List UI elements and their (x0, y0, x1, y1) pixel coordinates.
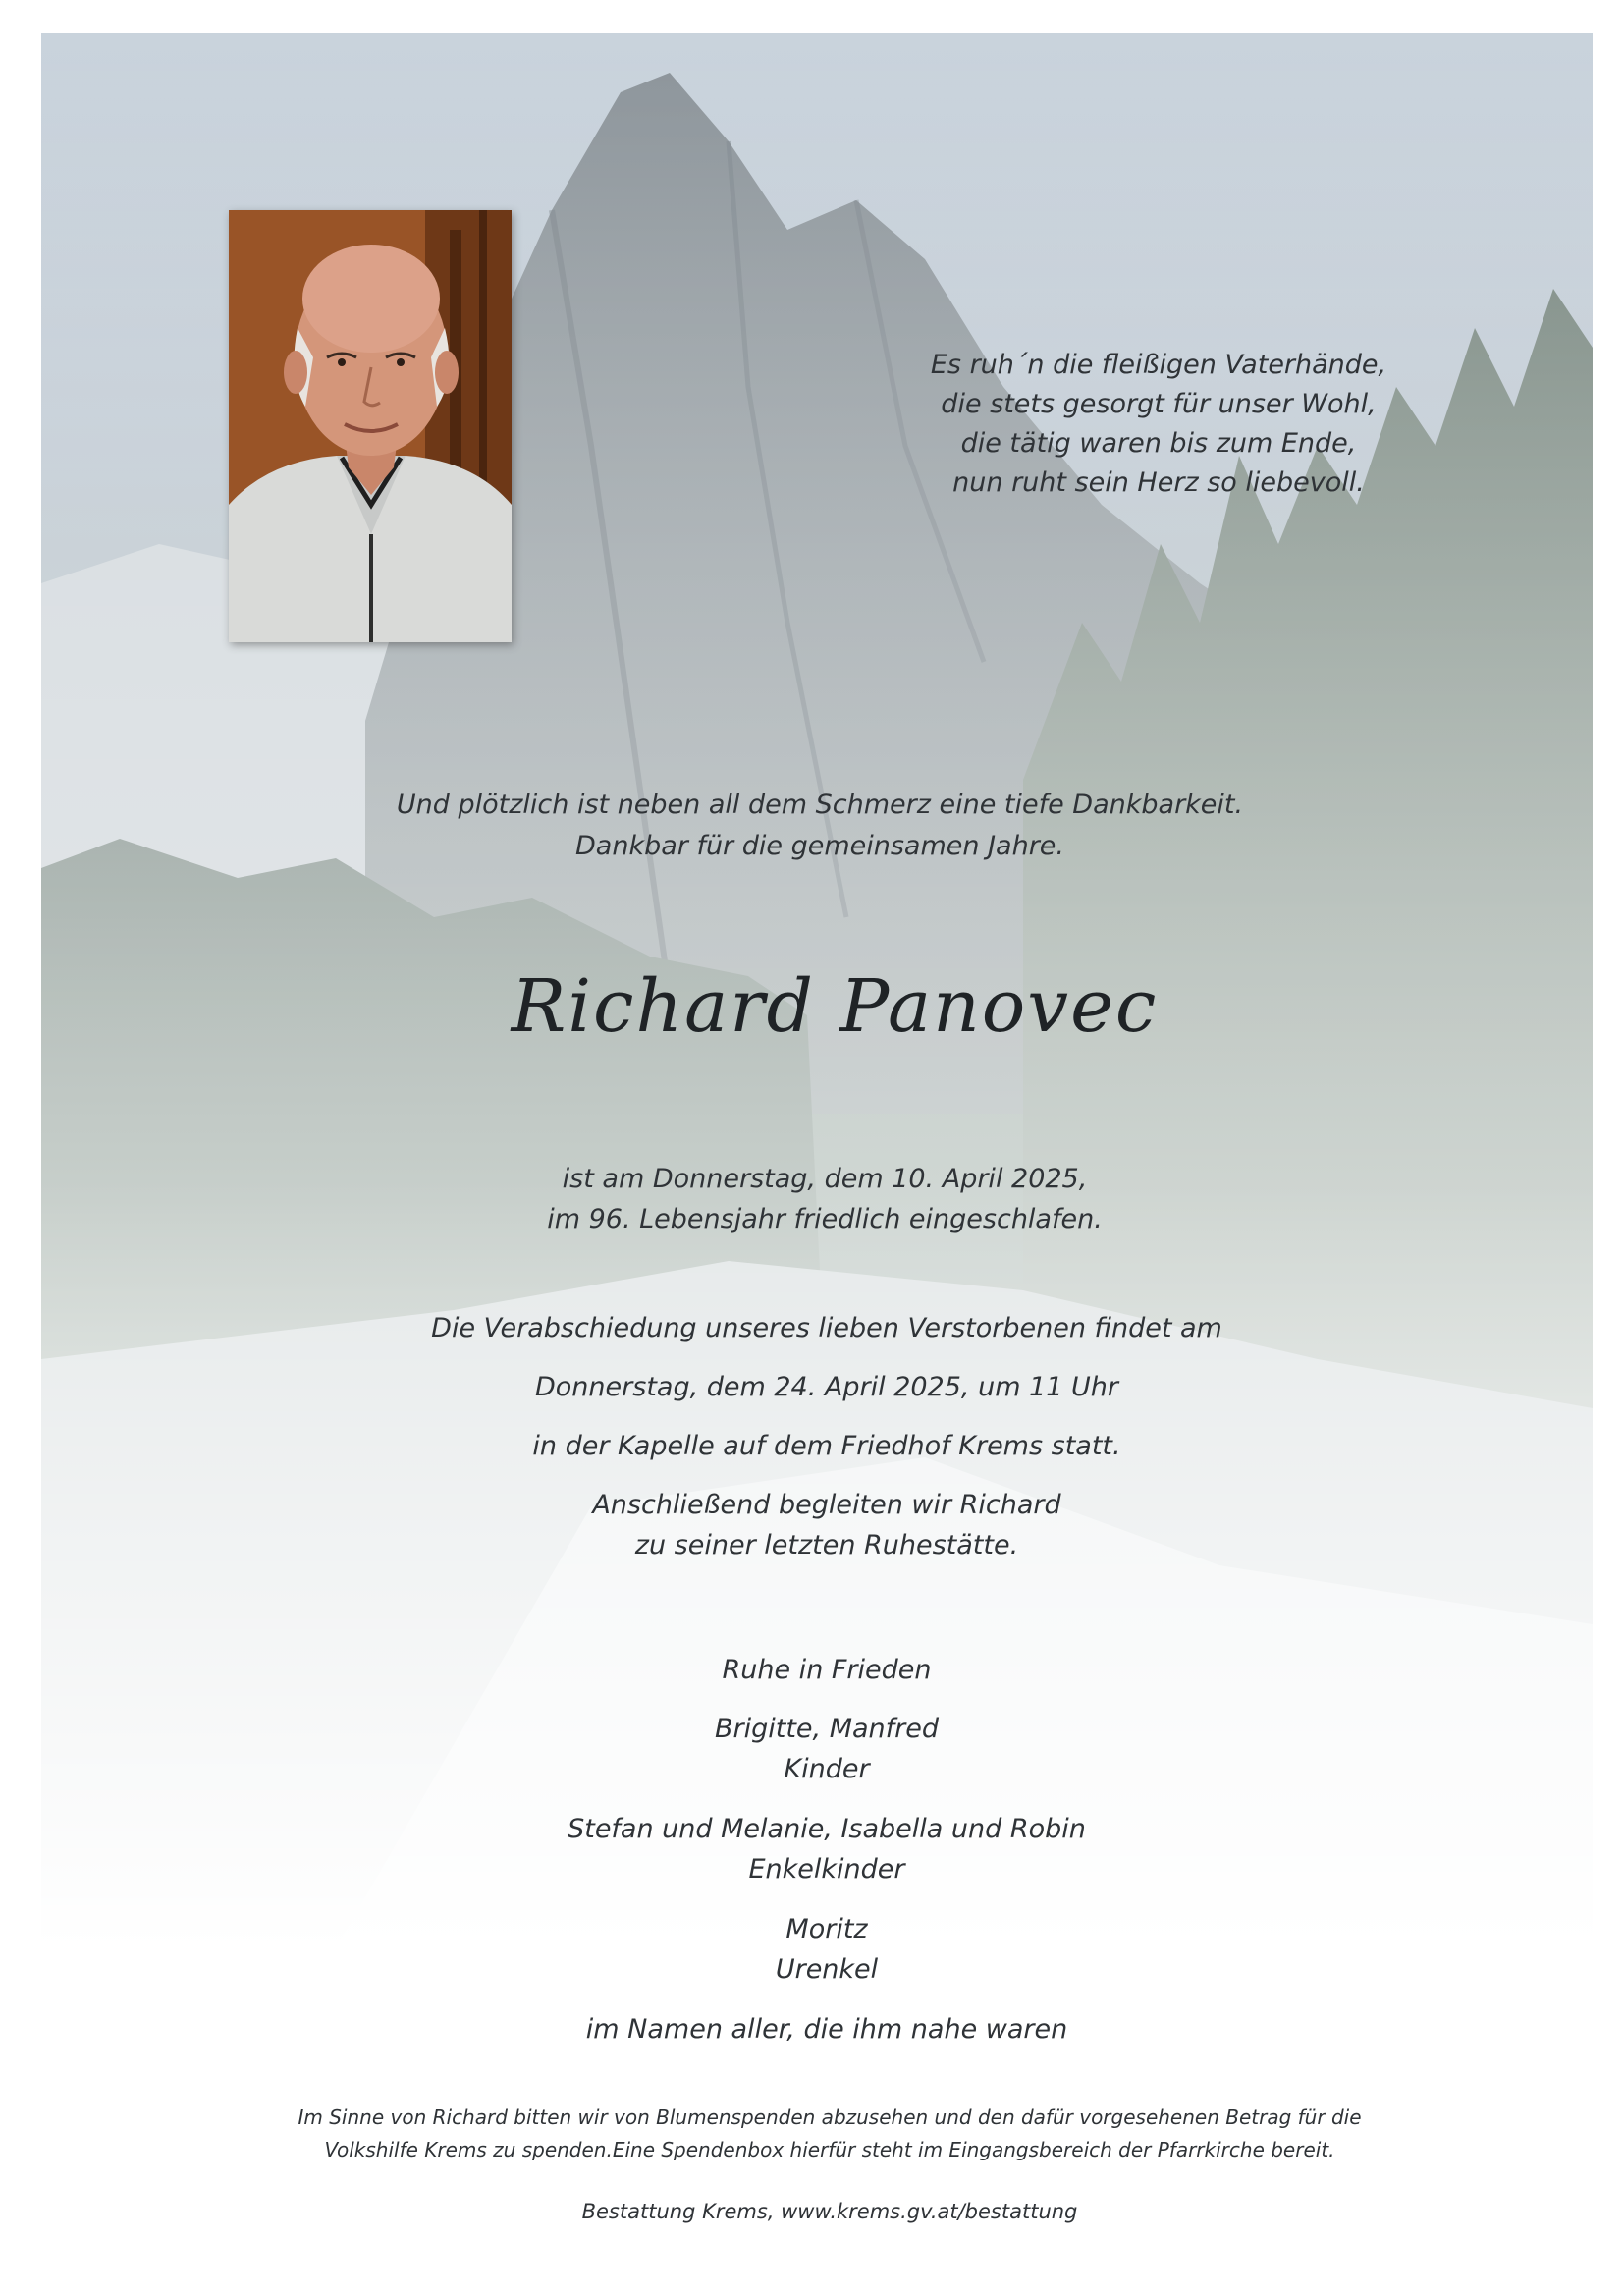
funeral-home-footer: Bestattung Krems, www.krems.gv.at/bestattung (581, 2200, 1078, 2223)
memorial-poem (931, 346, 1386, 503)
deceased-name: Richard Panovec (511, 964, 1159, 1049)
death-notice-line: ist am Donnerstag, dem 10. April 2025, (562, 1164, 1088, 1194)
ceremony-after-line: Anschließend begleiten wir Richard (592, 1490, 1061, 1520)
death-notice (547, 1159, 1103, 1239)
closing-text: im Namen aller, die ihm nahe waren (585, 2014, 1068, 2045)
ceremony-intro: Die Verabschiedung unseres lieben Verstorbenen findet am (431, 1313, 1222, 1343)
mourner-relation: Enkelkinder (748, 1854, 905, 1885)
mourner-group (776, 1909, 878, 1990)
poem-line: die stets gesorgt für unser Wohl, (941, 389, 1377, 419)
mourner-relation: Kinder (784, 1754, 870, 1784)
mourner-group (568, 1809, 1086, 1889)
mourner-group (715, 1709, 939, 1789)
donation-note-line: Im Sinne von Richard bitten wir von Blumenspenden abzusehen und den dafür vorgesehenen Betrag für die (298, 2105, 1362, 2129)
donation-note-line: Volkshilfe Krems zu spenden.Eine Spendenbox hierfür steht im Eingangsbereich der Pfarrkirche bereit. (324, 2138, 1335, 2161)
mourner-names: Stefan und Melanie, Isabella und Robin (568, 1814, 1086, 1844)
poem-line: nun ruht sein Herz so liebevoll. (952, 467, 1365, 498)
mourner-relation: Urenkel (775, 1954, 879, 1985)
portrait-graphic (229, 210, 512, 642)
donation-note (298, 2102, 1362, 2166)
gratitude-text (397, 785, 1243, 867)
ceremony-after-line: zu seiner letzten Ruhestätte. (634, 1530, 1019, 1560)
farewell-text: Ruhe in Frieden (722, 1655, 932, 1685)
poem-line: die tätig waren bis zum Ende, (960, 428, 1357, 459)
ceremony-date-time: Donnerstag, dem 24. April 2025, um 11 Uhr (535, 1372, 1118, 1402)
gratitude-line: Dankbar für die gemeinsamen Jahre. (574, 831, 1064, 861)
mourner-names: Moritz (785, 1914, 868, 1944)
ceremony-location: in der Kapelle auf dem Friedhof Krems statt. (532, 1431, 1121, 1461)
mourner-names: Brigitte, Manfred (714, 1714, 940, 1744)
poem-line: Es ruh´n die fleißigen Vaterhände, (930, 350, 1387, 380)
death-notice-line: im 96. Lebensjahr friedlich eingeschlafen. (547, 1204, 1103, 1234)
ceremony-after (592, 1485, 1060, 1565)
gratitude-line: Und plötzlich ist neben all dem Schmerz eine tiefe Dankbarkeit. (396, 790, 1244, 820)
portrait-photo (229, 210, 512, 642)
